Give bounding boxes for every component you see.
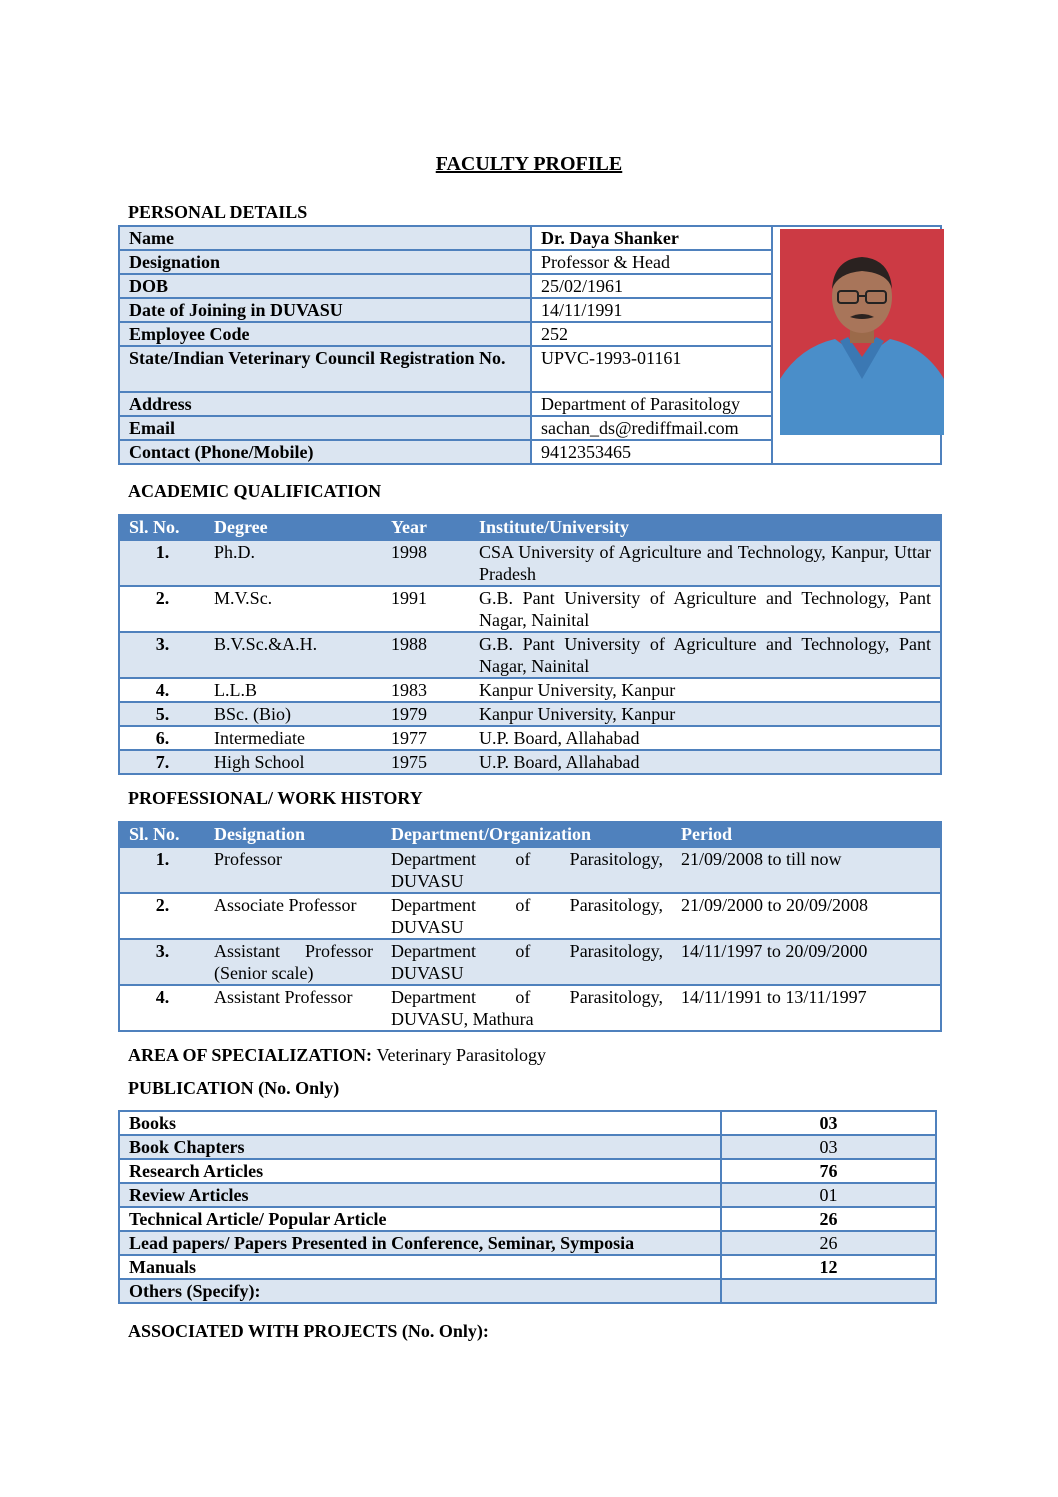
cell-department: Department of Parasitology, DUVASU, Mathura	[382, 985, 672, 1031]
column-header: Designation	[205, 822, 382, 847]
academic-heading: ACADEMIC QUALIFICATION	[128, 481, 382, 501]
table-row	[119, 1207, 936, 1231]
personal-value: 14/11/1991	[531, 298, 772, 322]
cell-period: 14/11/1997 to 20/09/2000	[672, 939, 941, 985]
cell-sl: 7.	[119, 750, 205, 774]
academic-table	[118, 514, 942, 775]
publication-label: Technical Article/ Popular Article	[119, 1207, 721, 1231]
work-history-heading: PROFESSIONAL/ WORK HISTORY	[128, 788, 423, 808]
projects-heading: ASSOCIATED WITH PROJECTS (No. Only):	[128, 1321, 489, 1341]
profile-photo	[780, 229, 944, 435]
personal-value: Dr. Daya Shanker	[531, 226, 772, 250]
personal-label: State/Indian Veterinary Council Registration No.	[119, 346, 531, 392]
publication-count: 03	[721, 1111, 936, 1135]
cell-institute: Kanpur University, Kanpur	[470, 702, 941, 726]
table-row	[119, 1183, 936, 1207]
cell-degree: Intermediate	[205, 726, 382, 750]
personal-label: DOB	[119, 274, 531, 298]
column-header: Sl. No.	[119, 515, 205, 540]
table-row	[119, 702, 941, 726]
cell-period: 21/09/2000 to 20/09/2008	[672, 893, 941, 939]
column-header: Institute/University	[470, 515, 941, 540]
table-row	[119, 750, 941, 774]
cell-designation: Associate Professor	[205, 893, 382, 939]
personal-label: Date of Joining in DUVASU	[119, 298, 531, 322]
table-row	[119, 540, 941, 586]
cell-degree: High School	[205, 750, 382, 774]
cell-institute: G.B. Pant University of Agriculture and Technology, Pant Nagar, Nainital	[470, 586, 941, 632]
personal-value: Professor & Head	[531, 250, 772, 274]
personal-value: sachan_ds@rediffmail.com	[531, 416, 772, 440]
personal-value: 9412353465	[531, 440, 772, 464]
cell-institute: U.P. Board, Allahabad	[470, 750, 941, 774]
table-row	[119, 1135, 936, 1159]
publication-count: 26	[721, 1207, 936, 1231]
cell-sl: 2.	[119, 893, 205, 939]
publication-label: Books	[119, 1111, 721, 1135]
cell-year: 1991	[382, 586, 470, 632]
table-row	[119, 586, 941, 632]
cell-degree: M.V.Sc.	[205, 586, 382, 632]
personal-label: Address	[119, 392, 531, 416]
personal-label: Contact (Phone/Mobile)	[119, 440, 531, 464]
column-header: Department/Organization	[382, 822, 672, 847]
publication-label: Review Articles	[119, 1183, 721, 1207]
work-history-table	[118, 821, 942, 1032]
cell-institute: U.P. Board, Allahabad	[470, 726, 941, 750]
column-header: Degree	[205, 515, 382, 540]
page-title: FACULTY PROFILE	[435, 153, 623, 175]
table-header-row	[119, 515, 941, 540]
table-row	[119, 678, 941, 702]
cell-designation: Professor	[205, 847, 382, 893]
cell-degree: B.V.Sc.&A.H.	[205, 632, 382, 678]
cell-institute: Kanpur University, Kanpur	[470, 678, 941, 702]
cell-department: Department of Parasitology, DUVASU	[382, 847, 672, 893]
publication-label: Manuals	[119, 1255, 721, 1279]
publication-count: 03	[721, 1135, 936, 1159]
table-header-row	[119, 822, 941, 847]
specialization-line	[128, 1045, 546, 1066]
publication-count: 76	[721, 1159, 936, 1183]
cell-institute: G.B. Pant University of Agriculture and Technology, Pant Nagar, Nainital	[470, 632, 941, 678]
table-row	[119, 1111, 936, 1135]
specialization-value: Veterinary Parasitology	[376, 1045, 546, 1065]
personal-label: Employee Code	[119, 322, 531, 346]
column-header: Year	[382, 515, 470, 540]
cell-degree: BSc. (Bio)	[205, 702, 382, 726]
publication-label: Others (Specify):	[119, 1279, 721, 1303]
cell-sl: 1.	[119, 540, 205, 586]
cell-sl: 5.	[119, 702, 205, 726]
cell-year: 1983	[382, 678, 470, 702]
publication-table	[118, 1110, 937, 1304]
cell-sl: 6.	[119, 726, 205, 750]
publication-heading: PUBLICATION (No. Only)	[128, 1078, 340, 1098]
cell-year: 1979	[382, 702, 470, 726]
cell-year: 1977	[382, 726, 470, 750]
cell-period: 21/09/2008 to till now	[672, 847, 941, 893]
cell-degree: Ph.D.	[205, 540, 382, 586]
cell-degree: L.L.B	[205, 678, 382, 702]
cell-sl: 4.	[119, 985, 205, 1031]
personal-value: 252	[531, 322, 772, 346]
table-row	[119, 726, 941, 750]
publication-count: 01	[721, 1183, 936, 1207]
cell-sl: 1.	[119, 847, 205, 893]
cell-department: Department of Parasitology, DUVASU	[382, 939, 672, 985]
specialization-label: AREA OF SPECIALIZATION:	[128, 1045, 373, 1065]
personal-value: UPVC-1993-01161	[531, 346, 772, 392]
publication-label: Research Articles	[119, 1159, 721, 1183]
table-row	[119, 893, 941, 939]
photo-cell	[772, 226, 941, 464]
personal-row	[119, 226, 941, 250]
table-row	[119, 1279, 936, 1303]
cell-sl: 4.	[119, 678, 205, 702]
table-row	[119, 1159, 936, 1183]
personal-label: Designation	[119, 250, 531, 274]
personal-value: Department of Parasitology	[531, 392, 772, 416]
personal-details-table	[118, 225, 942, 465]
publication-count	[721, 1279, 936, 1303]
table-row	[119, 847, 941, 893]
cell-designation: Assistant Professor (Senior scale)	[205, 939, 382, 985]
cell-sl: 2.	[119, 586, 205, 632]
cell-sl: 3.	[119, 939, 205, 985]
publication-count: 26	[721, 1231, 936, 1255]
publication-label: Lead papers/ Papers Presented in Conference, Seminar, Symposia	[119, 1231, 721, 1255]
cell-institute: CSA University of Agriculture and Technology, Kanpur, Uttar Pradesh	[470, 540, 941, 586]
table-row	[119, 632, 941, 678]
personal-label: Email	[119, 416, 531, 440]
publication-count: 12	[721, 1255, 936, 1279]
personal-value: 25/02/1961	[531, 274, 772, 298]
cell-year: 1988	[382, 632, 470, 678]
cell-period: 14/11/1991 to 13/11/1997	[672, 985, 941, 1031]
table-row	[119, 939, 941, 985]
cell-year: 1975	[382, 750, 470, 774]
column-header: Sl. No.	[119, 822, 205, 847]
personal-label: Name	[119, 226, 531, 250]
cell-department: Department of Parasitology, DUVASU	[382, 893, 672, 939]
table-row	[119, 985, 941, 1031]
cell-designation: Assistant Professor	[205, 985, 382, 1031]
cell-year: 1998	[382, 540, 470, 586]
table-row	[119, 1255, 936, 1279]
column-header: Period	[672, 822, 941, 847]
cell-sl: 3.	[119, 632, 205, 678]
table-row	[119, 1231, 936, 1255]
portrait-image	[780, 229, 944, 435]
publication-label: Book Chapters	[119, 1135, 721, 1159]
personal-details-heading: PERSONAL DETAILS	[128, 202, 308, 222]
